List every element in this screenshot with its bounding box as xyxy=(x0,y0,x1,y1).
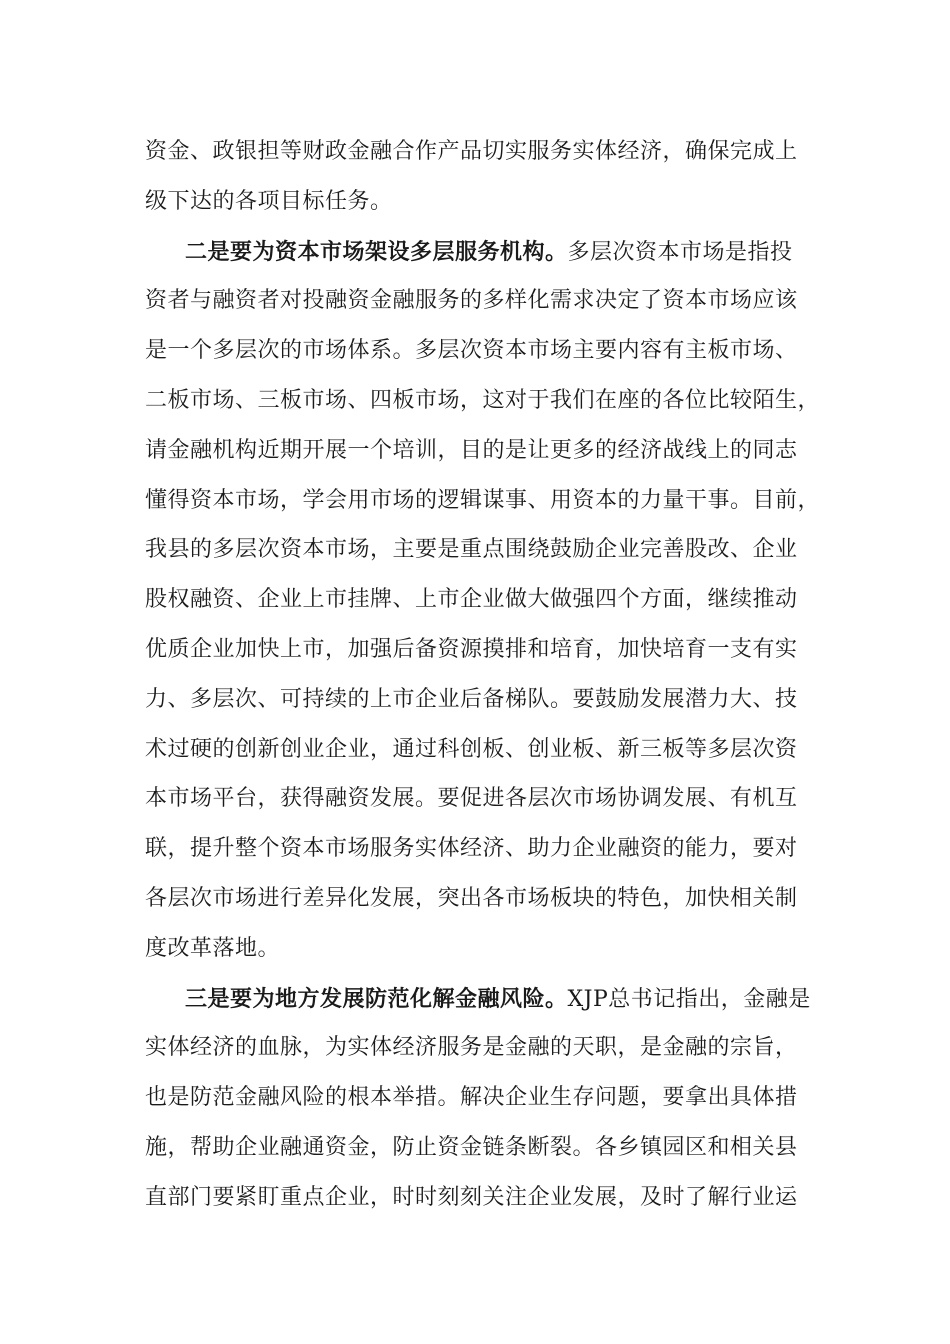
text-line: 施，帮助企业融通资金，防止资金链条断裂。各乡镇园区和相关县 xyxy=(145,1134,798,1160)
text-line: 也是防范金融风险的根本举措。解决企业生存问题，要拿出具体措 xyxy=(145,1085,798,1111)
text-line: 我县的多层次资本市场，主要是重点围绕鼓励企业完善股改、企业 xyxy=(145,537,798,563)
text-span: 多层次资本市场是指投 xyxy=(567,239,793,265)
document-body xyxy=(145,132,821,1228)
text-line: 股权融资、企业上市挂牌、上市企业做大做强四个方面，继续推动 xyxy=(145,587,798,613)
text-line: 资者与融资者对投融资金融服务的多样化需求决定了资本市场应该 xyxy=(145,288,798,314)
text-line: 直部门要紧盯重点企业，时时刻刻关注企业发展，及时了解行业运 xyxy=(145,1184,798,1210)
text-line: 实体经济的血脉，为实体经济服务是金融的天职，是金融的宗旨， xyxy=(145,1035,798,1061)
text-line: 优质企业加快上市，加强后备资源摸排和培育，加快培育一支有实 xyxy=(145,636,798,662)
paragraph-2 xyxy=(145,232,821,979)
paragraph-3 xyxy=(145,979,810,1228)
text-span: XJP总书记指出，金融是 xyxy=(567,986,811,1012)
text-line: 请金融机构近期开展一个培训，目的是让更多的经济战线上的同志 xyxy=(145,437,798,463)
text-line: 各层次市场进行差异化发展，突出各市场板块的特色，加快相关制 xyxy=(145,885,798,911)
text-line: 级下达的各项目标任务。 xyxy=(145,188,393,214)
text-line: 懂得资本市场，学会用市场的逻辑谋事、用资本的力量干事。目前， xyxy=(145,487,821,513)
text-line: 是一个多层次的市场体系。多层次资本市场主要内容有主板市场、 xyxy=(145,338,798,364)
paragraph-heading: 二是要为资本市场架设多层服务机构。 xyxy=(185,238,568,265)
text-line: 术过硬的创新创业企业，通过科创板、创业板、新三板等多层次资 xyxy=(145,736,798,762)
paragraph-heading: 三是要为地方发展防范化解金融风险。 xyxy=(185,985,568,1012)
text-line: 二板市场、三板市场、四板市场，这对于我们在座的各位比较陌生， xyxy=(145,387,821,413)
paragraph-1 xyxy=(145,132,810,232)
text-line: 度改革落地。 xyxy=(145,935,281,961)
text-line: 力、多层次、可持续的上市企业后备梯队。要鼓励发展潜力大、技 xyxy=(145,686,798,712)
text-line xyxy=(145,232,810,282)
text-line: 本市场平台，获得融资发展。要促进各层次市场协调发展、有机互 xyxy=(145,786,798,812)
text-line: 联，提升整个资本市场服务实体经济、助力企业融资的能力，要对 xyxy=(145,836,798,862)
text-line xyxy=(145,979,810,1029)
text-line: 资金、政银担等财政金融合作产品切实服务实体经济，确保完成上 xyxy=(145,139,798,164)
